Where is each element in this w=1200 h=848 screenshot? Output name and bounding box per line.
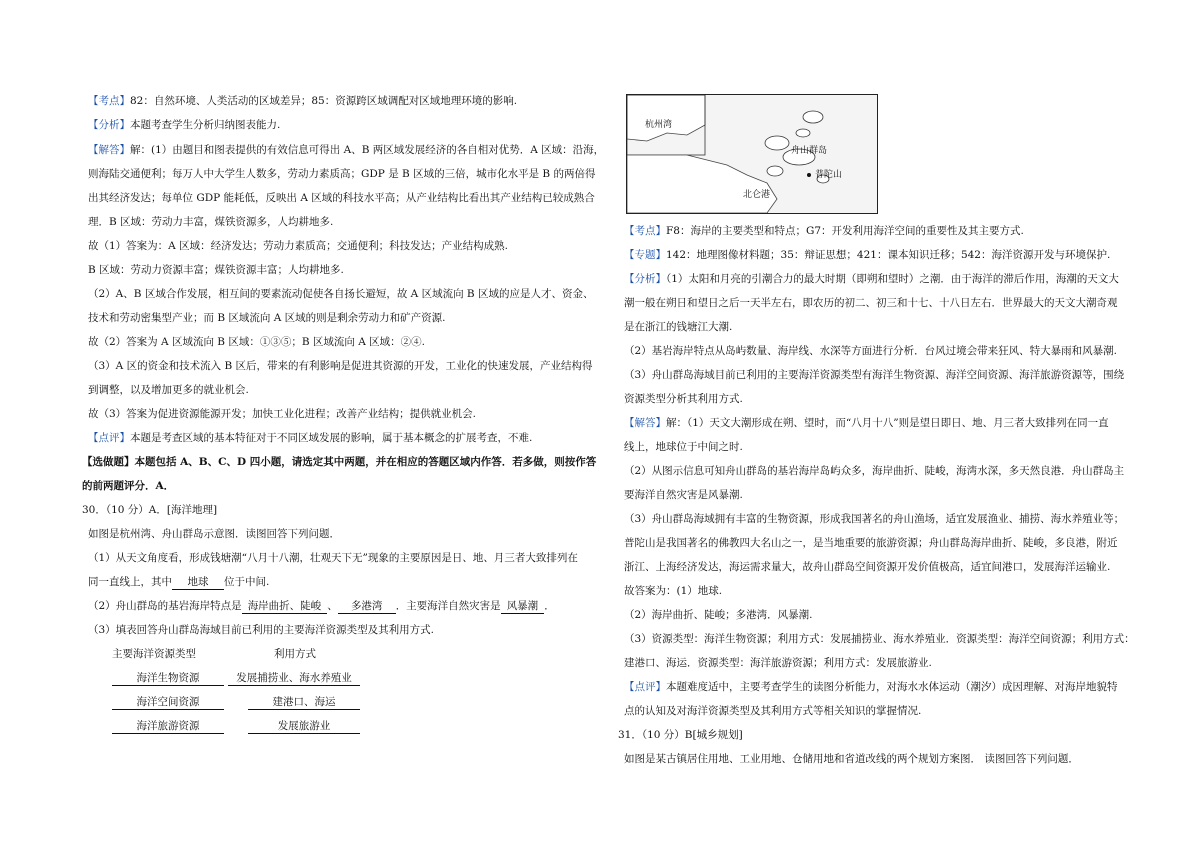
jieda-line-2: 则海陆交通便利；每万人中大学生人数多，劳动力素质高；GDP 是 B 区域的三倍，城市化水平是 B 的两倍得 xyxy=(88,168,596,180)
q30-1-line-2 xyxy=(88,575,269,590)
q2-line-1: （2）A、B 区域合作发展，相互间的要素流动促使各自扬长避短，故 A 区域流向 B 区域的应是人才、资金、 xyxy=(88,288,594,300)
q30-1-text-a: 同一直线上，其中 xyxy=(88,576,172,588)
r-zhuanti-text: 142：地理图像材料题；35：辩证思想；421：课本知识迁移；542：海洋资源开发与环境保护. xyxy=(666,249,1111,261)
answer-1-line-1: 故（1）答案为：A 区域：经济发达；劳动力素质高；交通便利；科技发达；产业结构成熟. xyxy=(88,240,508,252)
jieda-line-4: 理．B 区域：劳动力丰富，煤铁资源多，人均耕地多. xyxy=(88,216,334,228)
hangzhou-bay-map xyxy=(626,94,878,214)
island-3 xyxy=(803,111,823,123)
table-row-3-type-value: 海洋旅游资源 xyxy=(112,719,224,734)
island-4 xyxy=(796,129,810,137)
kaodian-line xyxy=(88,94,517,108)
q30-2-end: ． xyxy=(544,600,555,612)
r-kaodian-text: F8：海岸的主要类型和特点；G7：开发利用海洋空间的重要性及其主要方式. xyxy=(666,225,1024,237)
table-row-3-use-value: 发展旅游业 xyxy=(248,719,360,734)
dianping-text: 本题是考查区域的基本特征对于不同区域发展的影响，属于基本概念的扩展考查，不难. xyxy=(130,432,533,444)
r-jieda-tag: 【解答】 xyxy=(624,417,666,429)
r-jieda-3-line-3: 浙江、上海经济发达，海运需求量大，故舟山群岛空间资源开发价值极高，适宜间港口，发展海洋运输业. xyxy=(624,561,1111,573)
r-kaodian-tag: 【考点】 xyxy=(624,225,666,237)
island-5 xyxy=(767,166,783,176)
q3-line-2: 到调整，以及增加更多的就业机会. xyxy=(88,384,249,396)
r-fenxi-line-1 xyxy=(624,272,1119,286)
fenxi-text: 本题考查学生分析归纳图表能力. xyxy=(130,119,281,131)
kaodian-text: 82：自然环境、人类活动的区域差异；85：资源跨区域调配对区域地理环境的影响. xyxy=(130,95,518,107)
xuanzuo-line-1: 【选做题】本题包括 A、B、C、D 四小题，请选定其中两题，并在相应的答题区域内作答．若多做，则按作答 xyxy=(82,456,597,468)
q30-2-answer-blank-2: 多港湾 xyxy=(338,599,396,614)
table-row-2-type-value: 海洋空间资源 xyxy=(112,695,224,710)
q30-title: 30．（10 分）A．[海洋地理] xyxy=(82,504,218,516)
q30-1-line-1: （1）从天文角度看，形成钱塘潮“八月十八潮，壮观天下无”现象的主要原因是日、地、月三者大致排列在 xyxy=(88,552,578,564)
jieda-line-3: 出其经济发达；每单位 GDP 能耗低，反映出 A 区域的科技水平高；从产业结构比看出其产业结构已较成熟合 xyxy=(88,192,595,204)
q30-1-answer-blank: 地球 xyxy=(172,575,224,590)
table-row-3-type xyxy=(112,719,224,734)
q30-1-text-b: 位于中间. xyxy=(224,576,270,588)
kaodian-tag: 【考点】 xyxy=(88,95,130,107)
answer-2-line: 故（2）答案为 A 区域流向 B 区域：①③⑤；B 区域流向 A 区域：②④. xyxy=(88,336,425,348)
table-row-1-type xyxy=(112,671,224,686)
q30-2-separator: 、 xyxy=(327,600,338,612)
table-head-type: 主要海洋资源类型 xyxy=(112,648,196,660)
table-row-2-use-value: 建港口、海运 xyxy=(248,695,360,710)
r-dianping-line-1 xyxy=(624,680,1118,694)
r-fenxi-3-line-2: 资源类型分析其利用方式. xyxy=(624,393,743,405)
r-dianping-line-2: 点的认知及对海洋资源类型及其利用方式等相关知识的掌握情况. xyxy=(624,705,922,717)
q31-title: 31．（10 分）B[城乡规划] xyxy=(618,729,743,741)
r-answer-3-line-2: 建港口、海运．资源类型：海洋旅游资源；利用方式：发展旅游业. xyxy=(624,657,932,669)
table-row-1-type-value: 海洋生物资源 xyxy=(112,671,224,686)
r-dianping-tag: 【点评】 xyxy=(624,681,666,693)
dianping-line xyxy=(88,431,532,445)
jieda-tag: 【解答】 xyxy=(88,144,130,156)
island-1 xyxy=(765,136,789,150)
r-zhuanti-tag: 【专题】 xyxy=(624,249,666,261)
dianping-tag: 【点评】 xyxy=(88,432,130,444)
q30-2-text-a: （2）舟山群岛的基岩海岸特点是 xyxy=(88,600,242,612)
r-jieda-2-line-2: 要海洋自然灾害是风暴潮. xyxy=(624,489,743,501)
r-jieda-line-2: 线上，地球位于中间之时. xyxy=(624,441,743,453)
q30-2-text-b: ．主要海洋自然灾害是 xyxy=(395,600,501,612)
q30-2-answer-blank-1: 海岸曲折、陡峻 xyxy=(242,599,328,614)
r-jieda-text-1: 解：（1）天文大潮形成在朔、望时，而“八月十八”则是望日即日、地、月三者大致排列在同一直 xyxy=(666,417,1109,429)
putuo-marker xyxy=(807,173,811,177)
r-fenxi-line-2: 潮一般在朔日和望日之后一天半左右，即农历的初二、初三和十七、十八日左右．世界最大的天文大潮奇观 xyxy=(624,297,1118,309)
r-answer-1: 故答案为：(1）地球. xyxy=(624,585,723,597)
r-jieda-3-line-1: （3）舟山群岛海域拥有丰富的生物资源，形成我国著名的舟山渔场，适宜发展渔业、捕捞、海水养殖业等； xyxy=(624,513,1125,525)
map-label-hangzhou: 杭州湾 xyxy=(645,120,673,130)
q30-intro: 如图是杭州湾、舟山群岛示意图．读图回答下列问题． xyxy=(88,528,340,540)
r-fenxi-tag: 【分析】 xyxy=(624,273,666,285)
table-row-2-use xyxy=(248,695,360,710)
xuanzuo-line-2: 的前两题评分．A． xyxy=(82,480,175,492)
r-fenxi-2-line: （2）基岩海岸特点从岛屿数量、海岸线、水深等方面进行分析．台风过境会带来狂风、特大暴雨和风暴潮. xyxy=(624,345,1118,357)
jieda-text-1: 解：(1）由题目和图表提供的有效信息可得出 A、B 两区域发展经济的各自相对优势．A 区域：沿海， xyxy=(130,144,605,156)
r-jieda-line-1 xyxy=(624,416,1109,430)
q30-2-answer-blank-3: 风暴潮 xyxy=(501,599,545,614)
map-label-beilun: 北仑港 xyxy=(743,190,771,200)
table-row-1-use-value: 发展捕捞业、海水养殖业 xyxy=(228,671,360,686)
answer-3-line: 故（3）答案为促进资源能源开发；加快工业化进程；改善产业结构；提供就业机会. xyxy=(88,408,477,420)
table-row-1-use xyxy=(228,671,360,686)
r-fenxi-line-3: 是在浙江的钱塘江大潮. xyxy=(624,321,733,333)
q3-line-1: （3）A 区的资金和技术流入 B 区后，带来的有利影响是促进其资源的开发，工业化的快速发展，产业结构得 xyxy=(88,360,593,372)
q2-line-2: 技术和劳动密集型产业；而 B 区域流向 A 区域的则是剩余劳动力和矿产资源. xyxy=(88,312,446,324)
q30-2-line xyxy=(88,599,555,614)
r-fenxi-3-line-1: （3）舟山群岛海域目前已利用的主要海洋资源类型有海洋生物资源、海洋空间资源、海洋旅游资源等，围绕 xyxy=(624,369,1125,381)
jieda-line-1 xyxy=(88,143,604,157)
table-row-2-type xyxy=(112,695,224,710)
r-kaodian-line xyxy=(624,224,1024,238)
map-label-putuo: 普陀山 xyxy=(815,170,843,180)
fenxi-line xyxy=(88,118,280,132)
q30-3-line: （3）填表回答舟山群岛海域目前已利用的主要海洋资源类型及其利用方式. xyxy=(88,624,435,636)
q31-intro: 如图是某古镇居住用地、工业用地、仓储用地和省道改线的两个规划方案图． 读图回答下列问题． xyxy=(624,753,1079,765)
r-dianping-text-1: 本题难度适中，主要考查学生的读图分析能力，对海水水体运动（潮汐）成因理解、对海岸地貌特 xyxy=(666,681,1118,693)
r-fenxi-text-1: （1）太阳和月亮的引潮合力的最大时期（即朔和望时）之潮．由于海洋的滞后作用，海潮的天文大 xyxy=(666,273,1119,285)
r-answer-3-line-1: （3）资源类型：海洋生物资源；利用方式：发展捕捞业、海水养殖业．资源类型：海洋空间资源；利用方式： xyxy=(624,633,1135,645)
map-label-zhoushan: 舟山群岛 xyxy=(791,146,828,156)
table-row-3-use xyxy=(248,719,360,734)
table-head-use: 利用方式 xyxy=(274,648,316,660)
fenxi-tag: 【分析】 xyxy=(88,119,130,131)
r-jieda-3-line-2: 普陀山是我国著名的佛教四大名山之一，是当地重要的旅游资源；舟山群岛海岸曲折、陡峻，多良港，附近 xyxy=(624,537,1118,549)
r-zhuanti-line xyxy=(624,248,1110,262)
r-jieda-2-line-1: （2）从图示信息可知舟山群岛的基岩海岸岛屿众多，海岸曲折、陡峻，海湾水深，多天然良港．舟山群岛主 xyxy=(624,465,1125,477)
r-answer-2: （2）海岸曲折、陡峻；多港湾．风暴潮. xyxy=(624,609,813,621)
answer-1-line-2: B 区域：劳动力资源丰富；煤铁资源丰富；人均耕地多. xyxy=(88,264,344,276)
